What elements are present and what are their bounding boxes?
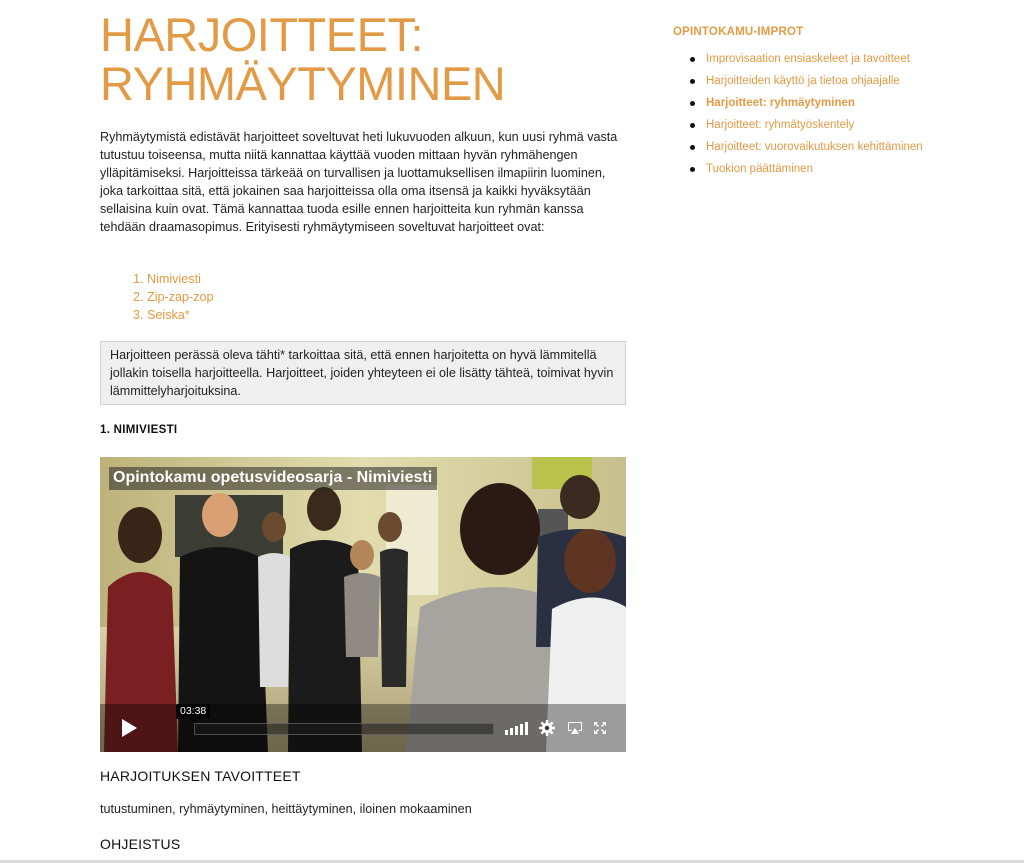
sidebar-link-kaytto[interactable]: Harjoitteiden käyttö ja tietoa ohjaajalle	[706, 75, 900, 87]
note-box: Harjoitteen perässä oleva tähti* tarkoittaa sitä, että ennen harjoitetta on hyvä lämmitellä jollakin toisella harjoitteella. Harjoitteet, joiden yhteyteen ei ole lisätty tähteä, toimivat hyvin lämmittelyharjoituksina.	[100, 341, 626, 405]
sidebar-item-kaytto	[673, 72, 953, 90]
sidebar-link-ryhmatyoskentely[interactable]: Harjoitteet: ryhmätyöskentely	[706, 119, 855, 131]
airplay-button[interactable]	[564, 716, 586, 740]
sidebar-item-paattaminen	[673, 160, 953, 178]
intro-paragraph: Ryhmäytymistä edistävät harjoitteet soveltuvat heti lukuvuoden alkuun, kun uusi ryhmä vasta tutustuu toiseensa, mutta niitä kannattaa käyttää vuoden mittaan hyvän ryhmähengen ylläpitämiseksi. Harjoitteissa tärkeää on turvallisen ja luottamuksellisen ilmapiirin luominen, joka tarkoittaa sitä, että jokainen saa harjoitteissa olla oma itsensä ja kaikki hyväksytään sellaisina kuin ovat. Tämä kannattaa tuoda esille ennen harjoitteita kun ryhmän kanssa tehdään draamasopimus. Erityisesti ryhmäytymiseen soveltuvat harjoitteet ovat:	[100, 130, 618, 234]
goals-text: tutustuminen, ryhmäytyminen, heittäytyminen, iloinen mokaaminen	[100, 802, 472, 816]
sidebar-nav	[673, 50, 953, 182]
volume-icon	[504, 721, 528, 735]
settings-button[interactable]	[536, 716, 558, 740]
fullscreen-button[interactable]	[589, 716, 611, 740]
sidebar-link-ensiaskeleet[interactable]: Improvisaation ensiaskeleet ja tavoitteet	[706, 53, 910, 65]
sidebar-link-vuorovaikutus[interactable]: Harjoitteet: vuorovaikutuksen kehittäminen	[706, 141, 923, 153]
airplay-icon	[567, 721, 583, 735]
video-duration: 03:38	[176, 704, 210, 719]
fullscreen-icon	[593, 721, 607, 735]
video-title: Opintokamu opetusvideosarja - Nimiviesti	[109, 467, 437, 490]
exercise-link-seiska[interactable]: 3. Seiska*	[133, 308, 190, 322]
sidebar-item-ensiaskeleet	[673, 50, 953, 68]
sidebar-link-ryhmaytyminen[interactable]: Harjoitteet: ryhmäytyminen	[706, 97, 855, 109]
video-controls	[100, 704, 626, 752]
volume-button[interactable]	[503, 716, 529, 740]
section-heading: 1. NIMIVIESTI	[100, 424, 178, 436]
page-title-line2: RYHMÄYTYMINEN	[100, 57, 506, 110]
exercise-link-nimiviesti[interactable]: 1. Nimiviesti	[133, 272, 201, 286]
settings-icon	[539, 720, 555, 736]
sidebar-item-ryhmatyoskentely	[673, 116, 953, 134]
sidebar-title[interactable]: OPINTOKAMU-IMPROT	[673, 26, 804, 38]
instructions-heading: OHJEISTUS	[100, 836, 181, 852]
exercise-link-zip-zap-zop[interactable]: 2. Zip-zap-zop	[133, 290, 214, 304]
page-title	[100, 10, 640, 108]
page-title-line1: HARJOITTEET:	[100, 8, 424, 61]
play-button[interactable]	[114, 712, 144, 744]
sidebar-link-paattaminen[interactable]: Tuokion päättäminen	[706, 163, 813, 175]
video-player[interactable]	[100, 457, 626, 752]
exercise-list	[133, 270, 214, 324]
sidebar-item-vuorovaikutus	[673, 138, 953, 156]
sidebar-item-ryhmaytyminen	[673, 94, 953, 112]
goals-heading: HARJOITUKSEN TAVOITTEET	[100, 768, 301, 784]
play-icon	[119, 718, 139, 738]
progress-bar[interactable]	[194, 723, 494, 735]
